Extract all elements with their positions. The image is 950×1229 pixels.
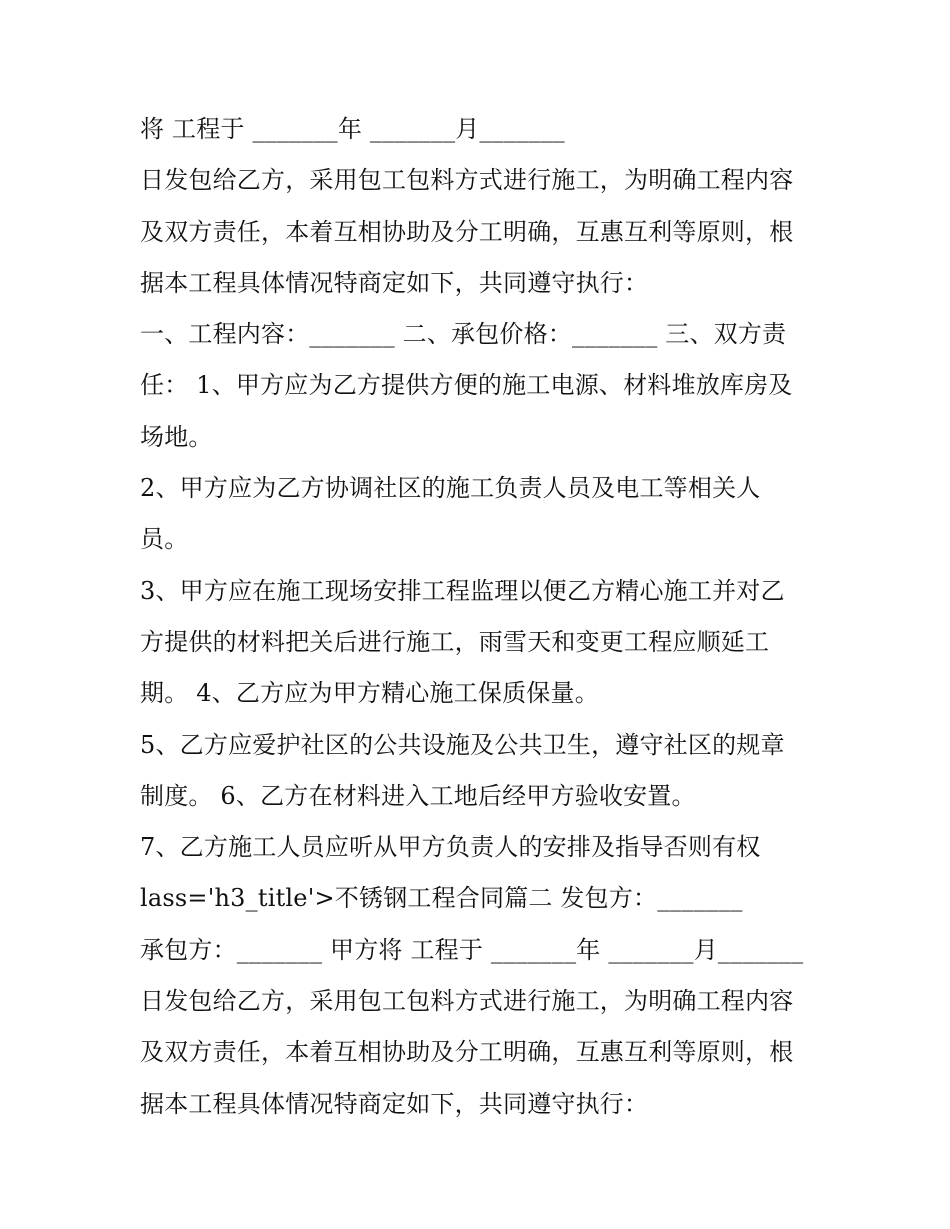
text-line: 据本工程具体情况特商定如下，共同遵守执行： bbox=[140, 268, 649, 297]
text-line: 一、工程内容：_______ 二、承包价格：_______ 三、双方责 bbox=[140, 320, 787, 349]
text-line: 及双方责任，本着互相协助及分工明确，互惠互利等原则，根 bbox=[140, 217, 794, 246]
text-line: 2、甲方应为乙方协调社区的施工负责人员及电工等相关人 bbox=[140, 474, 761, 503]
text-line: 承包方：_______ 甲方将 工程于 _______年 _______月_______ bbox=[140, 935, 804, 964]
text-line: 7、乙方施工人员应听从甲方负责人的安排及指导否则有权 bbox=[140, 833, 761, 862]
text-line: 制度。 6、乙方在材料进入工地后经甲方验收安置。 bbox=[140, 781, 696, 810]
text-line: 5、乙方应爱护社区的公共设施及公共卫生，遵守社区的规章 bbox=[140, 730, 785, 759]
text-line: 员。 bbox=[140, 525, 189, 554]
text-line: 方提供的材料把关后进行施工，雨雪天和变更工程应顺延工 bbox=[140, 627, 770, 656]
text-line: 3、甲方应在施工现场安排工程监理以便乙方精心施工并对乙 bbox=[140, 576, 785, 605]
text-line: 日发包给乙方，采用包工包料方式进行施工，为明确工程内容 bbox=[140, 987, 794, 1016]
text-line: 任： 1、甲方应为乙方提供方便的施工电源、材料堆放库房及 bbox=[140, 371, 793, 400]
text-line: 及双方责任，本着互相协助及分工明确，互惠互利等原则，根 bbox=[140, 1038, 794, 1067]
text-line: 将 工程于 _______年 _______月_______ bbox=[140, 115, 565, 143]
text-line: 据本工程具体情况特商定如下，共同遵守执行： bbox=[140, 1089, 649, 1118]
text-line: 场地。 bbox=[140, 422, 213, 451]
text-line: 期。 4、乙方应为甲方精心施工保质保量。 bbox=[140, 679, 599, 708]
text-line: 日发包给乙方，采用包工包料方式进行施工，为明确工程内容 bbox=[140, 166, 794, 195]
document-body bbox=[140, 104, 820, 1130]
text-line: lass='h3_title'>不锈钢工程合同篇二 发包方：_______ bbox=[140, 884, 743, 913]
